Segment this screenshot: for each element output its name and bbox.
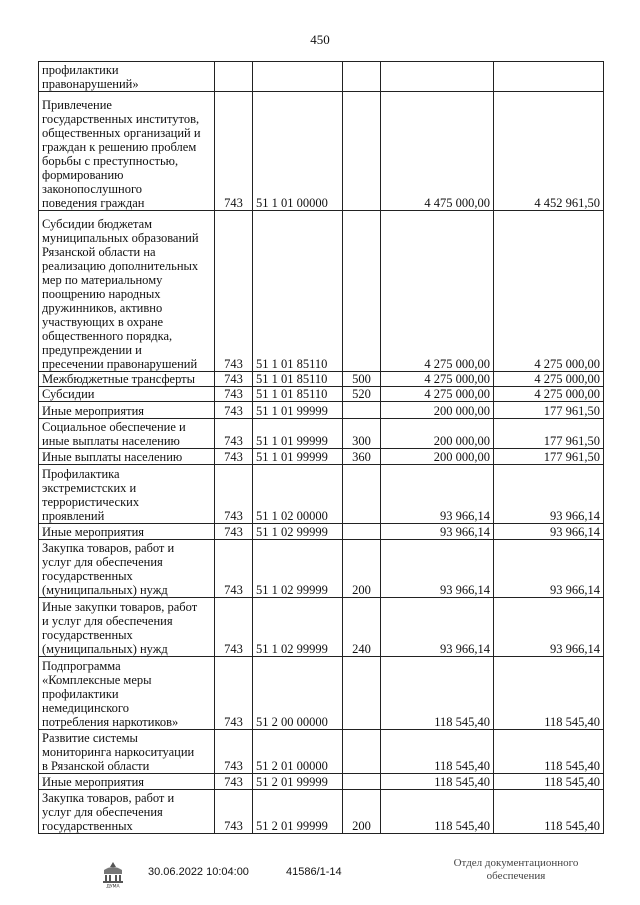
cell-plan-amount: 200 000,00 (381, 449, 494, 465)
cell-grbs: 743 (215, 387, 253, 402)
budget-table (38, 61, 604, 834)
cell-expense-type: 200 (343, 790, 381, 834)
cell-plan-amount: 118 545,40 (381, 730, 494, 774)
cell-actual-amount: 93 966,14 (494, 524, 604, 540)
cell-expense-type (343, 402, 381, 419)
table-row (39, 372, 604, 387)
cell-actual-amount: 118 545,40 (494, 790, 604, 834)
cell-grbs: 743 (215, 449, 253, 465)
document-footer (0, 857, 640, 897)
cell-plan-amount: 4 475 000,00 (381, 92, 494, 211)
table-row (39, 465, 604, 524)
table-row (39, 92, 604, 211)
cell-expense-type (343, 524, 381, 540)
cell-name: Закупка товаров, работ и услуг для обеспечения государственных (муниципальных) нужд (39, 540, 215, 598)
department-stamp-line-2: обеспечения (486, 870, 546, 882)
cell-target-code: 51 1 02 00000 (253, 465, 343, 524)
table-row (39, 62, 604, 92)
cell-actual-amount: 118 545,40 (494, 730, 604, 774)
cell-plan-amount: 93 966,14 (381, 540, 494, 598)
cell-target-code: 51 1 02 99999 (253, 524, 343, 540)
cell-name: Иные выплаты населению (39, 449, 215, 465)
table-row (39, 790, 604, 834)
table-row (39, 730, 604, 774)
table-row (39, 402, 604, 419)
cell-plan-amount: 118 545,40 (381, 790, 494, 834)
cell-plan-amount: 4 275 000,00 (381, 387, 494, 402)
registration-number: 41586/1-14 (286, 866, 342, 878)
cell-expense-type (343, 62, 381, 92)
cell-grbs (215, 62, 253, 92)
cell-actual-amount: 177 961,50 (494, 449, 604, 465)
cell-grbs: 743 (215, 598, 253, 657)
cell-target-code: 51 2 01 99999 (253, 774, 343, 790)
cell-grbs: 743 (215, 524, 253, 540)
cell-name: Субсидии бюджетам муниципальных образований Рязанской области на реализацию дополнительных мер по материальному поощрению народных дружинников, активно участвующих в охране общественного порядка, предупреждении и пресечении правонарушений (39, 211, 215, 372)
department-stamp (446, 857, 586, 883)
cell-expense-type (343, 730, 381, 774)
cell-target-code: 51 1 01 99999 (253, 419, 343, 449)
cell-target-code: 51 1 01 85110 (253, 211, 343, 372)
duma-logo-text: ДУМА (106, 884, 120, 888)
cell-expense-type: 500 (343, 372, 381, 387)
cell-grbs: 743 (215, 419, 253, 449)
cell-grbs: 743 (215, 657, 253, 730)
cell-expense-type: 240 (343, 598, 381, 657)
cell-plan-amount: 93 966,14 (381, 465, 494, 524)
cell-name: профилактики правонарушений» (39, 62, 215, 92)
table-row (39, 419, 604, 449)
cell-expense-type (343, 211, 381, 372)
cell-grbs: 743 (215, 211, 253, 372)
cell-plan-amount: 200 000,00 (381, 419, 494, 449)
cell-plan-amount: 4 275 000,00 (381, 372, 494, 387)
cell-actual-amount (494, 62, 604, 92)
cell-grbs: 743 (215, 465, 253, 524)
cell-actual-amount: 177 961,50 (494, 419, 604, 449)
cell-actual-amount: 93 966,14 (494, 465, 604, 524)
cell-expense-type: 520 (343, 387, 381, 402)
cell-name: Иные мероприятия (39, 402, 215, 419)
cell-actual-amount: 118 545,40 (494, 657, 604, 730)
cell-target-code: 51 1 01 85110 (253, 387, 343, 402)
cell-name: Субсидии (39, 387, 215, 402)
page-number: 450 (310, 32, 330, 47)
cell-name: Иные мероприятия (39, 524, 215, 540)
cell-target-code (253, 62, 343, 92)
cell-expense-type (343, 92, 381, 211)
cell-plan-amount: 93 966,14 (381, 598, 494, 657)
duma-emblem-icon (100, 860, 126, 888)
cell-expense-type: 360 (343, 449, 381, 465)
cell-expense-type: 300 (343, 419, 381, 449)
cell-name: Иные мероприятия (39, 774, 215, 790)
cell-target-code: 51 1 02 99999 (253, 598, 343, 657)
cell-target-code: 51 2 01 00000 (253, 730, 343, 774)
cell-grbs: 743 (215, 790, 253, 834)
cell-actual-amount: 118 545,40 (494, 774, 604, 790)
table-row (39, 524, 604, 540)
cell-name: Подпрограмма «Комплексные меры профилактики немедицинского потребления наркотиков» (39, 657, 215, 730)
cell-grbs: 743 (215, 540, 253, 598)
cell-name: Профилактика экстремистских и террористических проявлений (39, 465, 215, 524)
cell-target-code: 51 1 01 00000 (253, 92, 343, 211)
cell-actual-amount: 4 275 000,00 (494, 372, 604, 387)
cell-target-code: 51 1 02 99999 (253, 540, 343, 598)
cell-name: Иные закупки товаров, работ и услуг для обеспечения государственных (муниципальных) нужд (39, 598, 215, 657)
cell-target-code: 51 1 01 99999 (253, 402, 343, 419)
cell-grbs: 743 (215, 92, 253, 211)
cell-name: Привлечение государственных институтов, общественных организаций и граждан к решению проблем борьбы с преступностью, формированию законопослушного поведения граждан (39, 92, 215, 211)
cell-name: Развитие системы мониторинга наркоситуации в Рязанской области (39, 730, 215, 774)
cell-grbs: 743 (215, 730, 253, 774)
cell-actual-amount: 4 452 961,50 (494, 92, 604, 211)
cell-grbs: 743 (215, 402, 253, 419)
table-row (39, 540, 604, 598)
cell-plan-amount (381, 62, 494, 92)
table-row (39, 211, 604, 372)
registration-date: 30.06.2022 10:04:00 (148, 866, 249, 878)
cell-name: Социальное обеспечение и иные выплаты населению (39, 419, 215, 449)
cell-plan-amount: 200 000,00 (381, 402, 494, 419)
cell-plan-amount: 93 966,14 (381, 524, 494, 540)
cell-target-code: 51 2 00 00000 (253, 657, 343, 730)
table-row (39, 657, 604, 730)
table-row (39, 387, 604, 402)
cell-expense-type (343, 657, 381, 730)
budget-table-body (39, 62, 604, 834)
cell-actual-amount: 93 966,14 (494, 598, 604, 657)
department-stamp-line-1: Отдел документационного (453, 857, 579, 869)
cell-actual-amount: 4 275 000,00 (494, 211, 604, 372)
table-row (39, 598, 604, 657)
cell-target-code: 51 1 01 99999 (253, 449, 343, 465)
cell-actual-amount: 93 966,14 (494, 540, 604, 598)
cell-target-code: 51 1 01 85110 (253, 372, 343, 387)
cell-target-code: 51 2 01 99999 (253, 790, 343, 834)
cell-expense-type (343, 465, 381, 524)
cell-name: Закупка товаров, работ и услуг для обеспечения государственных (39, 790, 215, 834)
cell-plan-amount: 118 545,40 (381, 657, 494, 730)
cell-plan-amount: 118 545,40 (381, 774, 494, 790)
cell-plan-amount: 4 275 000,00 (381, 211, 494, 372)
cell-grbs: 743 (215, 372, 253, 387)
cell-name: Межбюджетные трансферты (39, 372, 215, 387)
cell-expense-type (343, 774, 381, 790)
cell-expense-type: 200 (343, 540, 381, 598)
cell-actual-amount: 4 275 000,00 (494, 387, 604, 402)
cell-grbs: 743 (215, 774, 253, 790)
table-row (39, 449, 604, 465)
cell-actual-amount: 177 961,50 (494, 402, 604, 419)
table-row (39, 774, 604, 790)
